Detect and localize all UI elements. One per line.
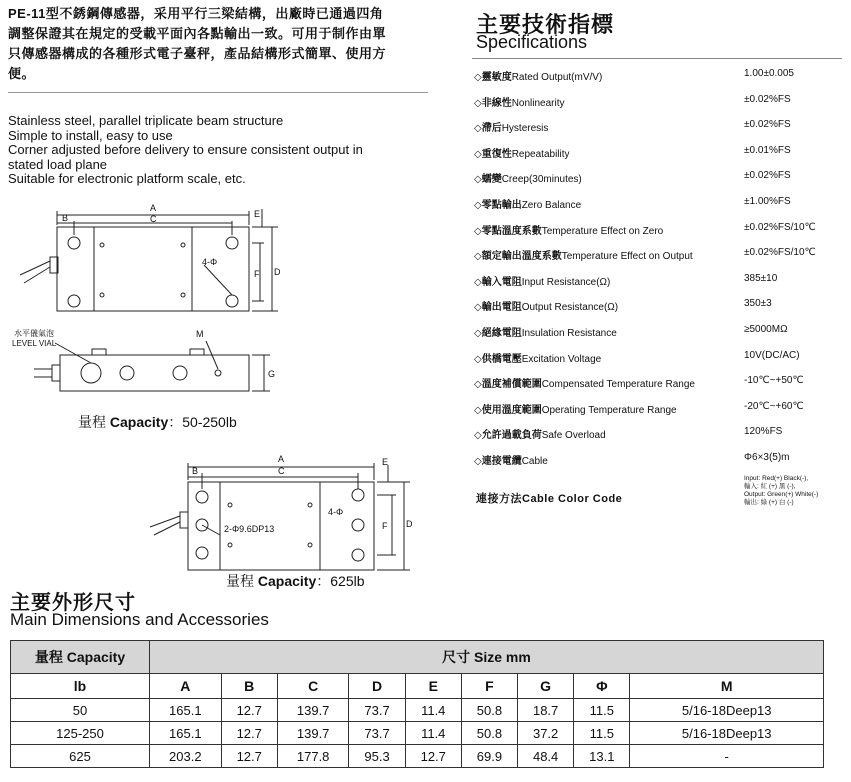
dim-label-B: B (62, 213, 69, 223)
spec-row (474, 316, 849, 342)
intro-english (8, 114, 428, 187)
capacity-label-large (226, 571, 365, 591)
spec-bullet-icon: ◇ (474, 174, 482, 186)
table-cell: 18.7 (518, 699, 574, 722)
spec-bullet-icon: ◇ (474, 430, 482, 442)
spec-row (474, 290, 849, 316)
spec-bullet-icon: ◇ (474, 225, 482, 237)
spec-label-en: Zero Balance (521, 199, 582, 211)
hole-label-4phi-625: 4-Φ (328, 507, 344, 517)
spec-label-en: Rated Output(mV/V) (511, 72, 603, 83)
intro-zh-line: PE-11型不銹鋼傳感器，采用平行三梁結構，出廠時已通過四角 (8, 6, 384, 21)
spec-row (474, 342, 849, 368)
intro-en-line: Corner adjusted before delivery to ensure consistent output in (8, 142, 363, 157)
table-cell: 12.7 (221, 722, 277, 745)
drawing-625lb-top-view (140, 445, 430, 575)
table-header-row (11, 641, 824, 674)
spec-label (474, 426, 606, 441)
spec-row (474, 444, 849, 470)
spec-bullet-icon: ◇ (474, 148, 482, 160)
spec-value: 10V(DC/AC) (744, 349, 800, 361)
table-cell: 73.7 (349, 699, 405, 722)
intro-chinese (8, 4, 448, 84)
table-cell: 11.4 (405, 699, 461, 722)
spec-row (474, 265, 849, 291)
spec-value: 120%FS (744, 426, 783, 438)
capacity-zh: 量程 (78, 414, 106, 430)
spec-label-zh: 重復性 (481, 148, 512, 160)
table-cell: 625 (11, 745, 150, 768)
spec-label (474, 375, 695, 390)
spec-label-en: Repeatability (511, 148, 570, 160)
intro-divider (8, 92, 428, 93)
hole-label-2phi: 2-Φ9.6DP13 (224, 524, 275, 534)
spec-label-en: Cable (521, 455, 548, 467)
spec-label-zh: 輸出電阻 (481, 302, 522, 314)
dim-label-D-625: D (406, 519, 413, 529)
table-cell: 12.7 (221, 745, 277, 768)
intro-zh-line: 只傳感器構成的各種形式電子臺秤，產品結構形式簡單、使用方 (8, 46, 387, 61)
table-cell: 12.7 (405, 745, 461, 768)
specs-title-en: Specifications (476, 32, 588, 52)
header-size-en: Size mm (474, 649, 531, 665)
spec-label-en: Hysteresis (501, 123, 549, 135)
dim-label-F-625: F (382, 521, 388, 531)
spec-value: -10℃~+50℃ (744, 375, 804, 387)
spec-label-en: Temperature Effect on Zero (541, 225, 664, 237)
table-cell: 50 (11, 699, 150, 722)
specs-title-zh: 主要技術指標 (476, 12, 615, 37)
spec-label (474, 273, 610, 288)
intro-zh-line: 調整保證其在規定的受載平面內各點輸出一致。可用于制作由單 (8, 26, 387, 41)
spec-row (474, 137, 849, 163)
mount-hole (196, 491, 208, 503)
spec-label (474, 119, 548, 134)
spec-label (474, 324, 617, 339)
spec-label-zh: 絕緣電阻 (481, 327, 522, 339)
mount-hole (352, 549, 364, 561)
spec-value: ±0.02%FS/10℃ (744, 221, 816, 233)
spec-label-zh: 靈敏度 (481, 72, 512, 83)
cable-color-code-info (744, 475, 851, 507)
table-cell: 5/16-18Deep13 (630, 699, 824, 722)
intro-en-line: stated load plane (8, 156, 108, 172)
column-header: M (630, 674, 824, 699)
spec-label-en: Input Resistance(Ω) (521, 276, 611, 288)
table-cell: 177.8 (277, 745, 349, 768)
spec-label-en: Creep(30minutes) (501, 174, 582, 186)
spec-label-zh: 零點溫度系數 (481, 225, 542, 237)
spec-row (474, 214, 849, 240)
drawing-top-and-side-view (0, 195, 300, 415)
mount-hole (226, 295, 238, 307)
spec-label-en: Safe Overload (541, 430, 606, 442)
level-vial-label-en: LEVEL VIAL (12, 339, 57, 348)
header-capacity-en: Capacity (66, 649, 126, 665)
spec-value: ±0.02%FS (744, 170, 791, 182)
spec-label-en: Output Resistance(Ω) (521, 302, 619, 314)
spec-bullet-icon: ◇ (474, 404, 482, 416)
spec-value: ±0.02%FS (744, 93, 791, 105)
spec-label-en: Excitation Voltage (521, 353, 602, 365)
capacity-en: Capacity (109, 414, 169, 430)
spec-value: -20℃~+60℃ (744, 400, 804, 412)
spec-row (474, 239, 849, 265)
table-cell: 165.1 (150, 722, 222, 745)
intro-zh-line: 便。 (8, 66, 36, 81)
dimensions-title-zh: 主要外形尺寸 (10, 592, 136, 614)
column-header: C (277, 674, 349, 699)
spec-row (474, 60, 849, 86)
spec-label (474, 247, 693, 262)
spec-bullet-icon: ◇ (474, 276, 482, 288)
capacity-label-small (78, 412, 237, 432)
dim-label-B-625: B (192, 466, 199, 476)
spec-bullet-icon: ◇ (474, 379, 482, 391)
spec-label-zh: 溫度補償範圍 (481, 379, 542, 391)
spec-row (474, 367, 849, 393)
spec-row (474, 162, 849, 188)
cable-line: Input: Red(+) Black(-), (744, 475, 809, 482)
dim-label-F: F (254, 269, 260, 279)
specs-divider (472, 58, 842, 59)
cable-line: 輸入: 紅 (+) 黑 (-), (744, 483, 796, 490)
spec-value: ±0.02%FS/10℃ (744, 247, 816, 259)
spec-label-en: Nonlinearity (511, 97, 565, 109)
spec-label-zh: 允許過載負荷 (481, 430, 542, 442)
spec-label (474, 401, 677, 416)
header-capacity-zh: 量程 (34, 649, 63, 665)
mount-hole (68, 237, 80, 249)
intro-en-line: Suitable for electronic platform scale, etc. (8, 171, 246, 186)
capacity-range: ：50-250lb (168, 414, 237, 430)
spec-label-zh: 非線性 (481, 97, 512, 109)
spec-value: 1.00±0.005 (744, 68, 794, 79)
table-cell: 11.5 (574, 699, 630, 722)
dim-label-C: C (150, 214, 157, 224)
spec-label (474, 170, 582, 185)
column-header: D (349, 674, 405, 699)
hole-label-4phi: 4-Φ (202, 257, 218, 267)
cable-color-code-title: 連接方法Cable Color Code (476, 493, 623, 505)
intro-en-line: Simple to install, easy to use (8, 127, 173, 143)
spec-label-en: Compensated Temperature Range (541, 379, 695, 391)
capacity-zh: 量程 (226, 573, 254, 589)
table-row (11, 722, 824, 745)
dim-label-E-625: E (382, 457, 389, 467)
spec-label-zh: 零點輸出 (481, 199, 522, 211)
spec-bullet-icon: ◇ (474, 302, 482, 314)
level-vial (81, 363, 101, 383)
spec-row (474, 111, 849, 137)
spec-label-zh: 使用溫度範圍 (481, 404, 542, 416)
spec-label (474, 68, 602, 83)
table-cell: 139.7 (277, 699, 349, 722)
spec-value: 385±10 (744, 272, 778, 284)
table-row (11, 745, 824, 768)
table-cell: 12.7 (221, 699, 277, 722)
cable-line: Output: Green(+) White(-) (744, 491, 819, 498)
mount-hole (226, 237, 238, 249)
mount-hole (68, 295, 80, 307)
table-cell: 48.4 (518, 745, 574, 768)
table-cell: 11.4 (405, 722, 461, 745)
spec-label-en: Temperature Effect on Output (561, 251, 693, 263)
spec-bullet-icon: ◇ (474, 123, 482, 135)
table-cell: 37.2 (518, 722, 574, 745)
dim-label-M: M (196, 329, 204, 339)
spec-label-zh: 連接電纜 (481, 455, 522, 467)
table-row (11, 699, 824, 722)
column-header: F (461, 674, 517, 699)
dim-label-A-625: A (278, 454, 285, 464)
spec-bullet-icon: ◇ (474, 251, 482, 263)
table-cell: 73.7 (349, 722, 405, 745)
table-cell: 50.8 (461, 699, 517, 722)
cable-line: 輸出: 綠 (+) 白 (-) (744, 499, 794, 506)
table-cell: 11.5 (574, 722, 630, 745)
dimensions-title-en: Main Dimensions and Accessories (10, 610, 269, 629)
spec-label-zh: 額定輸出溫度系數 (481, 251, 562, 263)
spec-bullet-icon: ◇ (474, 72, 482, 83)
spec-label (474, 298, 618, 313)
table-cell: 139.7 (277, 722, 349, 745)
dimensions-table (10, 640, 824, 768)
column-header: A (150, 674, 222, 699)
spec-label-zh: 蠕變 (481, 174, 502, 186)
column-header: B (221, 674, 277, 699)
spec-label (474, 145, 570, 160)
spec-label (474, 452, 548, 467)
column-header: lb (11, 674, 150, 699)
table-cell: 5/16-18Deep13 (630, 722, 824, 745)
spec-label-zh: 供橋電壓 (481, 353, 522, 365)
mount-hole (352, 489, 364, 501)
spec-bullet-icon: ◇ (474, 97, 482, 109)
dim-label-D: D (274, 267, 281, 277)
table-cell: - (630, 745, 824, 768)
spec-row (474, 188, 849, 214)
capacity-range: ：625lb (316, 573, 365, 589)
spec-row (474, 393, 849, 419)
spec-label (474, 196, 581, 211)
spec-bullet-icon: ◇ (474, 455, 482, 467)
table-body (11, 699, 824, 768)
table-cell: 69.9 (461, 745, 517, 768)
dim-label-A: A (150, 203, 157, 213)
capacity-en: Capacity (257, 573, 317, 589)
header-size (150, 641, 824, 674)
spec-row (474, 86, 849, 112)
table-cell: 125-250 (11, 722, 150, 745)
header-capacity (11, 641, 150, 674)
header-size-zh: 尺寸 (442, 649, 471, 665)
mount-hole (196, 547, 208, 559)
spec-bullet-icon: ◇ (474, 199, 482, 211)
table-cell: 13.1 (574, 745, 630, 768)
spec-bullet-icon: ◇ (474, 327, 482, 339)
spec-value: Φ6×3(5)m (744, 451, 790, 463)
table-column-row (11, 674, 824, 699)
spec-value: 350±3 (744, 298, 772, 310)
column-header: E (405, 674, 461, 699)
table-cell: 165.1 (150, 699, 222, 722)
table-cell: 95.3 (349, 745, 405, 768)
spec-label-en: Insulation Resistance (521, 327, 617, 339)
column-header: G (518, 674, 574, 699)
top-view-body-625 (188, 482, 374, 570)
spec-label (474, 94, 565, 109)
spec-label-zh: 滯后 (481, 123, 502, 135)
intro-en-line: Stainless steel, parallel triplicate beam structure (8, 113, 284, 128)
spec-label (474, 222, 663, 237)
mount-hole (352, 519, 364, 531)
spec-value: ±1.00%FS (744, 195, 791, 207)
spec-label-zh: 輸入電阻 (481, 276, 522, 288)
table-cell: 50.8 (461, 722, 517, 745)
dim-label-G: G (268, 369, 276, 379)
top-view-body (57, 227, 249, 311)
spec-bullet-icon: ◇ (474, 353, 482, 365)
spec-value: ≥5000MΩ (744, 323, 788, 335)
dim-label-E: E (254, 209, 261, 219)
spec-value: ±0.01%FS (744, 144, 791, 156)
spec-label-en: Operating Temperature Range (541, 404, 677, 416)
column-header: Φ (574, 674, 630, 699)
spec-row (474, 418, 849, 444)
table-cell: 203.2 (150, 745, 222, 768)
specs-list (474, 60, 849, 470)
dim-label-C-625: C (278, 466, 285, 476)
level-vial-label-zh: 水平儀氣泡 (14, 329, 54, 338)
spec-label (474, 350, 601, 365)
spec-value: ±0.02%FS (744, 119, 791, 131)
